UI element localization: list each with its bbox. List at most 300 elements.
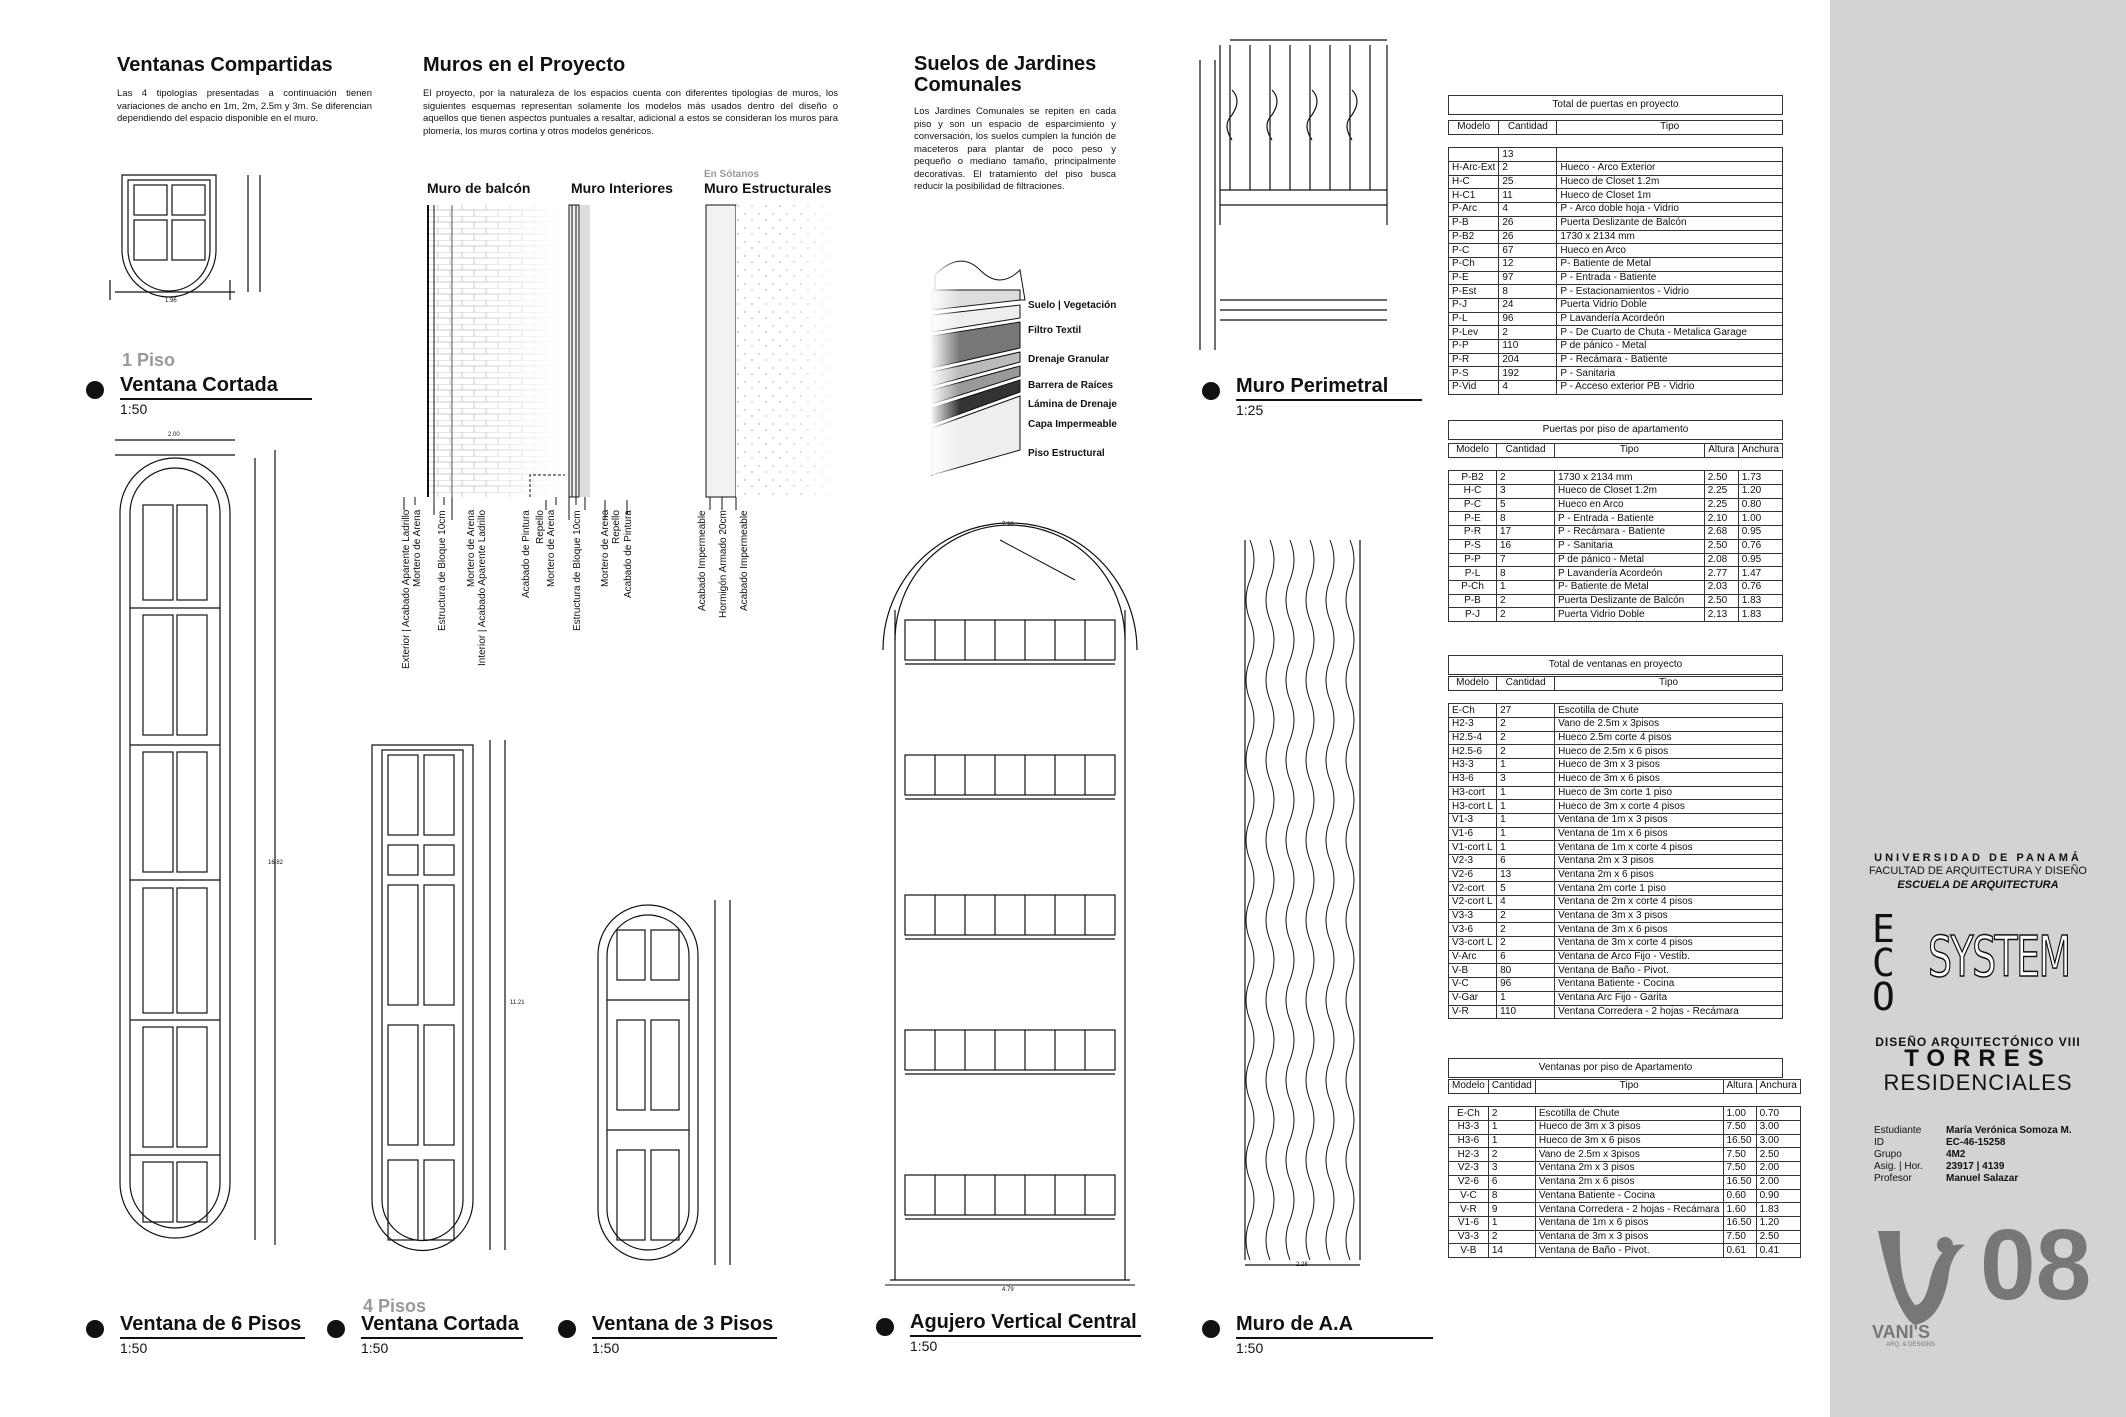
brand-sub: ARQ. & DESIGNS: [1886, 1342, 1936, 1348]
wall-label: Mortero de Arena: [466, 510, 477, 588]
table-cell: Ventana Corredera - 2 hojas - Recámara: [1535, 1203, 1723, 1217]
wall-label: Repello: [535, 510, 546, 544]
table-cell: P-B2: [1449, 471, 1497, 485]
table-cell: H-C1: [1449, 189, 1499, 203]
project-title-1: TORRES: [1904, 1045, 2052, 1072]
table-cell: P-S: [1449, 539, 1497, 553]
bullet-icon: [876, 1318, 894, 1336]
table-spacer-row: [1449, 134, 1783, 148]
table-cell: V-B: [1449, 1244, 1489, 1258]
table-cell: V2-6: [1449, 868, 1497, 882]
table-cell: Escotilla de Chute: [1535, 1107, 1723, 1121]
table-cell: 96: [1497, 978, 1555, 992]
drawing-scale: 1:50: [120, 1340, 148, 1356]
table-row: [1449, 216, 1783, 230]
table-cell: H3-cort L: [1449, 800, 1497, 814]
section-title-suelos: Suelos de Jardines Comunales: [914, 53, 1097, 96]
table-cell: 1: [1488, 1134, 1535, 1148]
info-label: Estudiante: [1874, 1125, 1922, 1136]
table-cell: H3-3: [1449, 1121, 1489, 1135]
dimension-label: 1.96: [165, 298, 177, 304]
table-cell: Hueco - Arco Exterior: [1557, 162, 1783, 176]
table-cell: V-C: [1449, 978, 1497, 992]
wall-label: Exterior | Acabado Aparente Ladrillo: [401, 510, 412, 670]
university-name: UNIVERSIDAD DE PANAMÁ: [1874, 852, 2082, 864]
info-row: [1874, 1173, 2072, 1185]
table-row: [1449, 594, 1783, 608]
table-spacer-row: [1449, 690, 1783, 704]
table-cell: 2: [1497, 731, 1555, 745]
table-cell: P - Recámara - Batiente: [1555, 526, 1705, 540]
table-cell: Ventana 2m x 6 pisos: [1535, 1175, 1723, 1189]
table-row: [1449, 1005, 1783, 1019]
info-label: ID: [1874, 1137, 1884, 1148]
soil-layer-label: Filtro Textil: [1028, 325, 1082, 336]
table-cell: 12: [1499, 257, 1557, 271]
drawing-prefix: 4 Pisos: [363, 1296, 427, 1316]
bullet-icon: [1202, 1320, 1220, 1338]
table-row: [1449, 786, 1783, 800]
table-cell: V-Arc: [1449, 950, 1497, 964]
table-cell: Ventana 2m x 6 pisos: [1555, 868, 1783, 882]
info-value: María Verónica Somoza M.: [1946, 1125, 2072, 1136]
dimension-label: 2.00: [168, 432, 180, 438]
table-puertas-total: [1448, 120, 1783, 395]
wall-label: Mortero de Arena: [600, 510, 611, 588]
table-cell: 9: [1488, 1203, 1535, 1217]
info-value: 4M2: [1946, 1149, 1966, 1160]
table-cell: Hueco de 3m x 3 pisos: [1535, 1121, 1723, 1135]
table-cell: Hueco de 3m corte 1 piso: [1555, 786, 1783, 800]
table-row: [1449, 162, 1783, 176]
wall-label: Acabado de Pintura: [521, 510, 532, 598]
table-cell: 16: [1497, 539, 1555, 553]
table-cell: P Lavandería Acordeón: [1557, 312, 1783, 326]
table-cell: 4: [1499, 203, 1557, 217]
table-row: [1449, 937, 1783, 951]
table-cell: 3: [1497, 772, 1555, 786]
table-row: [1449, 271, 1783, 285]
table-cell: 2: [1497, 909, 1555, 923]
bullet-icon: [327, 1320, 345, 1338]
table-cell: 2: [1497, 937, 1555, 951]
table-cell: 1: [1497, 800, 1555, 814]
table-cell: P de pánico - Metal: [1557, 340, 1783, 354]
table-cell: P-Vid: [1449, 381, 1499, 395]
table-cell: P-Arc: [1449, 203, 1499, 217]
table-caption: Total de puertas en proyecto: [1448, 95, 1783, 115]
section-title-muros: Muros en el Proyecto: [423, 54, 626, 76]
table-cell: 0.80: [1738, 498, 1782, 512]
table-cell: 204: [1499, 353, 1557, 367]
table-cell: P-B: [1449, 594, 1497, 608]
table-cell: 2.25: [1704, 485, 1738, 499]
table-ventanas-total: [1448, 676, 1783, 1019]
table-cell: V3-3: [1449, 1230, 1489, 1244]
table-cell: P - Entrada - Batiente: [1557, 271, 1783, 285]
table-header-row: Modelo Cantidad Tipo Altura Anchura: [1449, 444, 1783, 458]
table-row: [1449, 203, 1783, 217]
drawing-title-tres: [558, 1311, 777, 1357]
bullet-icon: [86, 1320, 104, 1338]
bullet-icon: [86, 381, 104, 399]
info-label: Grupo: [1874, 1149, 1902, 1160]
drawing-scale: 1:50: [361, 1340, 389, 1356]
table-row: [1449, 1134, 1801, 1148]
drawing-name: Agujero Vertical Central: [910, 1309, 1141, 1337]
soil-layer-label: Suelo | Vegetación: [1028, 300, 1117, 311]
table-cell: P-E: [1449, 271, 1499, 285]
table-cell: Ventana de 1m x 6 pisos: [1535, 1216, 1723, 1230]
table-cell: 26: [1499, 230, 1557, 244]
table-cell: 2: [1488, 1148, 1535, 1162]
table-cell: 2.50: [1756, 1148, 1800, 1162]
table-cell: 1730 x 2134 mm: [1557, 230, 1783, 244]
info-value: 23917 | 4139: [1946, 1161, 2005, 1172]
table-row: [1449, 1203, 1801, 1217]
table-cell: 1: [1497, 841, 1555, 855]
table-cell: 0.41: [1756, 1244, 1800, 1258]
table-cell: P - Recámara - Batiente: [1557, 353, 1783, 367]
drawing-prefix: 1 Piso: [122, 350, 176, 370]
faculty-name: FACULTAD DE ARQUITECTURA Y DISEÑO: [1868, 865, 2087, 877]
table-cell: P-B: [1449, 216, 1499, 230]
project-title-2: RESIDENCIALES: [1883, 1070, 2073, 1095]
drawing-scale: 1:50: [1236, 1340, 1264, 1356]
table-cell: H-Arc-Ext: [1449, 162, 1499, 176]
table-cell: 2: [1497, 594, 1555, 608]
soil-layer-label: Barrera de Raíces: [1028, 380, 1114, 391]
soil-layer-label: Piso Estructural: [1028, 448, 1105, 459]
table-row: [1449, 718, 1783, 732]
table-cell: 1.20: [1756, 1216, 1800, 1230]
table-cell: 6: [1497, 950, 1555, 964]
table-cell: 2.00: [1756, 1162, 1800, 1176]
table-row: [1449, 1107, 1801, 1121]
drawing-scale: 1:50: [592, 1340, 620, 1356]
table-cell: 2: [1497, 471, 1555, 485]
drawing-title-perimetral: [1202, 373, 1422, 419]
table-cell: Hueco de 3m x 3 pisos: [1555, 759, 1783, 773]
table-cell: Ventana de 1m x 6 pisos: [1555, 827, 1783, 841]
table-cell: V1-cort L: [1449, 841, 1497, 855]
table-cell: P Lavandería Acordeón: [1555, 567, 1705, 581]
table-cell: Ventana 2m x 3 pisos: [1555, 854, 1783, 868]
table-cell: Ventana 2m corte 1 piso: [1555, 882, 1783, 896]
table-cell: 1: [1497, 827, 1555, 841]
table-cell: 1: [1488, 1216, 1535, 1230]
dimension-label: 16.82: [268, 860, 284, 866]
table-row: [1449, 854, 1783, 868]
table-cell: 2.00: [1756, 1175, 1800, 1189]
table-cell: P-P: [1449, 340, 1499, 354]
dimension-label: 4.79: [1002, 1287, 1014, 1293]
table-cell: H2.5-4: [1449, 731, 1497, 745]
table-row: [1449, 580, 1783, 594]
table-cell: 3: [1497, 485, 1555, 499]
table-cell: P-B2: [1449, 230, 1499, 244]
table-cell: 1: [1497, 991, 1555, 1005]
table-cell: 1.47: [1738, 567, 1782, 581]
table-row: [1449, 1216, 1801, 1230]
wall-label: Estructura de Bloque 10cm: [572, 510, 583, 631]
table-cell: P - Sanitaria: [1557, 367, 1783, 381]
table-row: [1449, 189, 1783, 203]
table-spacer-row: [1449, 1093, 1801, 1107]
table-puertas-piso: [1448, 443, 1783, 622]
drawing-name: Ventana de 3 Pisos: [592, 1311, 777, 1339]
drawing-scale: 1:25: [1236, 402, 1264, 418]
table-cell: 6: [1497, 854, 1555, 868]
table-cell: P-E: [1449, 512, 1497, 526]
table-header-row: Modelo Cantidad Tipo: [1449, 121, 1783, 135]
table-cell: P-S: [1449, 367, 1499, 381]
table-cell: 24: [1499, 298, 1557, 312]
table-cell: 192: [1499, 367, 1557, 381]
table-cell: 17: [1497, 526, 1555, 540]
table-cell: Ventana de 2m x corte 4 pisos: [1555, 896, 1783, 910]
table-cell: V2-cort L: [1449, 896, 1497, 910]
drawing-name: Ventana de 6 Pisos: [120, 1311, 305, 1339]
table-cell: 11: [1499, 189, 1557, 203]
info-row: [1874, 1137, 2072, 1149]
table-cell: 110: [1497, 1005, 1555, 1019]
table-cell: 27: [1497, 704, 1555, 718]
wall-label: Acabado de Pintura: [623, 510, 634, 598]
table-cell: 2: [1499, 162, 1557, 176]
table-cell: 1: [1497, 759, 1555, 773]
table-row: [1449, 950, 1783, 964]
table-cell: 3: [1488, 1162, 1535, 1176]
table-cell: 7.50: [1723, 1162, 1756, 1176]
table-cell: Hueco en Arco: [1557, 244, 1783, 258]
table-cell: Ventana de Baño - Pivot.: [1555, 964, 1783, 978]
table-cell: P-J: [1449, 298, 1499, 312]
table-cell: 0.60: [1723, 1189, 1756, 1203]
table-cell: 1: [1497, 580, 1555, 594]
table-cell: 2.03: [1704, 580, 1738, 594]
table-row: [1449, 772, 1783, 786]
table-cell: Ventana de 3m x 6 pisos: [1555, 923, 1783, 937]
dimension-label: 7.36: [1002, 522, 1014, 528]
info-row: [1874, 1149, 2072, 1161]
drawing-scale: 1:50: [120, 401, 148, 417]
table-cell: 2.50: [1704, 594, 1738, 608]
drawing-title-agujero: [876, 1309, 1141, 1355]
table-cell: 1.00: [1723, 1107, 1756, 1121]
table-cell: 1.00: [1738, 512, 1782, 526]
table-cell: H-C: [1449, 175, 1499, 189]
table-header-row: Modelo Cantidad Tipo: [1449, 677, 1783, 691]
table-row: [1449, 498, 1783, 512]
table-cell: Puerta Vidrio Doble: [1555, 608, 1705, 622]
table-row: [1449, 813, 1783, 827]
table-row: [1449, 257, 1783, 271]
table-total-row: 13: [1449, 148, 1783, 162]
table-row: [1449, 800, 1783, 814]
table-cell: 1730 x 2134 mm: [1555, 471, 1705, 485]
table-cell: 0.76: [1738, 580, 1782, 594]
table-row: [1449, 841, 1783, 855]
wall-label: Repello: [611, 510, 622, 544]
table-cell: 0.61: [1723, 1244, 1756, 1258]
table-row: [1449, 759, 1783, 773]
table-cell: 13: [1497, 868, 1555, 882]
table-cell: 7.50: [1723, 1121, 1756, 1135]
table-cell: V3-cort L: [1449, 937, 1497, 951]
table-cell: Ventana de 3m x 3 pisos: [1535, 1230, 1723, 1244]
table-cell: P-Ch: [1449, 580, 1497, 594]
table-cell: 8: [1488, 1189, 1535, 1203]
table-cell: Vano de 2.5m x 3pisos: [1535, 1148, 1723, 1162]
soil-layer-label: Capa Impermeable: [1028, 419, 1117, 430]
table-cell: P - Entrada - Batiente: [1555, 512, 1705, 526]
table-cell: 2: [1499, 326, 1557, 340]
table-cell: 67: [1499, 244, 1557, 258]
info-value: Manuel Salazar: [1946, 1173, 2019, 1184]
table-cell: H3-6: [1449, 1134, 1489, 1148]
section-text-muros: El proyecto, por la naturaleza de los espacios cuenta con diferentes tipologías de muros, los siguientes esquemas representan solamente los modelos más usados dentro del diseño o aquellos que tienen aspectos puntuales a resaltar, adicional a estos se consideran los muros para plomería, los muros cortina y otros modelos genéricos.: [423, 88, 838, 137]
table-cell: P de pánico - Metal: [1555, 553, 1705, 567]
table-row: [1449, 923, 1783, 937]
table-cell: 26: [1499, 216, 1557, 230]
title-block-sidebar: [1830, 0, 2126, 1417]
table-cell: Ventana Arc Fijo - Garita: [1555, 991, 1783, 1005]
table-cell: V-R: [1449, 1005, 1497, 1019]
table-cell: 4: [1499, 381, 1557, 395]
table-row: [1449, 340, 1783, 354]
school-name: ESCUELA DE ARQUITECTURA: [1897, 879, 2059, 891]
table-cell: P- Batiente de Metal: [1555, 580, 1705, 594]
table-row: [1449, 745, 1783, 759]
table-cell: P-Ch: [1449, 257, 1499, 271]
table-cell: 2: [1497, 923, 1555, 937]
info-label: Asig. | Hor.: [1874, 1161, 1923, 1172]
table-cell: 2.13: [1704, 608, 1738, 622]
dimension-label: 11.21: [510, 1000, 525, 1006]
table-cell: P-L: [1449, 567, 1497, 581]
table-row: [1449, 230, 1783, 244]
dimension-label: 2.28: [1296, 1262, 1308, 1268]
table-cell: Hueco de Closet 1.2m: [1557, 175, 1783, 189]
wall-label: Acabado Impermeable: [739, 510, 750, 611]
table-spacer-row: [1449, 457, 1783, 471]
table-cell: 14: [1488, 1244, 1535, 1258]
table-cell: 3.00: [1756, 1134, 1800, 1148]
table-cell: P-C: [1449, 498, 1497, 512]
table-cell: 1.83: [1756, 1203, 1800, 1217]
table-cell: V2-3: [1449, 854, 1497, 868]
table-row: [1449, 608, 1783, 622]
table-cell: 1: [1488, 1121, 1535, 1135]
table-row: [1449, 567, 1783, 581]
table-cell: V2-3: [1449, 1162, 1489, 1176]
table-cell: H-C: [1449, 485, 1497, 499]
table-row: [1449, 1162, 1801, 1176]
table-cell: 4: [1497, 896, 1555, 910]
drawing-title-cortada1: [86, 372, 312, 418]
table-cell: 7.50: [1723, 1230, 1756, 1244]
table-cell: E-Ch: [1449, 1107, 1489, 1121]
table-row: [1449, 896, 1783, 910]
table-cell: Puerta Vidrio Doble: [1557, 298, 1783, 312]
table-cell: 80: [1497, 964, 1555, 978]
table-row: [1449, 553, 1783, 567]
soil-layer-label: Lámina de Drenaje: [1028, 399, 1117, 410]
table-cell: Hueco en Arco: [1555, 498, 1705, 512]
wall-type-interiores: Muro Interiores: [571, 180, 673, 196]
table-cell: 16.50: [1723, 1175, 1756, 1189]
table-cell: Hueco de 3m x 6 pisos: [1555, 772, 1783, 786]
wall-label: Mortero de Arena: [412, 510, 423, 588]
table-cell: 5: [1497, 882, 1555, 896]
student-info: [1874, 1125, 2072, 1185]
table-row: [1449, 539, 1783, 553]
wall-type-note: En Sótanos: [704, 169, 760, 180]
table-cell: Ventana de 1m x corte 4 pisos: [1555, 841, 1783, 855]
table-cell: H2-3: [1449, 718, 1497, 732]
bullet-icon: [558, 1320, 576, 1338]
table-cell: Hueco de 3m x 6 pisos: [1535, 1134, 1723, 1148]
table-cell: 0.90: [1756, 1189, 1800, 1203]
table-cell: Ventana de Arco Fijo - Vestíb.: [1555, 950, 1783, 964]
table-row: [1449, 367, 1783, 381]
table-cell: 0.95: [1738, 526, 1782, 540]
table-cell: Vano de 2.5m x 3pisos: [1555, 718, 1783, 732]
brand-name: VANI'S: [1872, 1322, 1930, 1342]
table-cell: H3-cort: [1449, 786, 1497, 800]
table-cell: V-C: [1449, 1189, 1489, 1203]
bullet-icon: [1202, 382, 1220, 400]
table-cell: 110: [1499, 340, 1557, 354]
table-cell: E-Ch: [1449, 704, 1497, 718]
table-cell: 2.50: [1704, 539, 1738, 553]
table-cell: Ventana Batiente - Cocina: [1555, 978, 1783, 992]
drawing-name: Ventana Cortada: [361, 1311, 523, 1339]
table-cell: 2.50: [1756, 1230, 1800, 1244]
table-cell: V-Gar: [1449, 991, 1497, 1005]
table-cell: 7.50: [1723, 1148, 1756, 1162]
table-cell: 1.60: [1723, 1203, 1756, 1217]
table-cell: 2.50: [1704, 471, 1738, 485]
table-cell: 8: [1499, 285, 1557, 299]
logo-eco: ECO: [1872, 907, 1895, 1019]
table-cell: 8: [1497, 512, 1555, 526]
table-cell: 2.25: [1704, 498, 1738, 512]
drawing-scale: 1:50: [910, 1338, 938, 1354]
table-cell: 97: [1499, 271, 1557, 285]
sheet-number: 08: [1980, 1209, 2092, 1321]
table-row: [1449, 175, 1783, 189]
wall-label: Interior | Acabado Aparente Ladrillo: [477, 510, 488, 667]
table-row: [1449, 526, 1783, 540]
info-value: EC-46-15258: [1946, 1137, 2006, 1148]
table-cell: Puerta Deslizante de Balcón: [1557, 216, 1783, 230]
table-row: [1449, 485, 1783, 499]
section-text-ventanas: Las 4 tipologías presentadas a continuación tienen variaciones de ancho en 1m, 2m, 2.5m y 3m. Se diferencian dependiendo del espacio disponible en el muro.: [117, 88, 372, 124]
table-cell: H2-3: [1449, 1148, 1489, 1162]
table-row: [1449, 1230, 1801, 1244]
table-cell: 3.00: [1756, 1121, 1800, 1135]
table-cell: P - De Cuarto de Chuta - Metalica Garage: [1557, 326, 1783, 340]
table-cell: 1.20: [1738, 485, 1782, 499]
table-row: [1449, 882, 1783, 896]
table-row: [1449, 731, 1783, 745]
table-cell: P-R: [1449, 353, 1499, 367]
course-name: DISEÑO ARQUITECTÓNICO VIII: [1875, 1035, 2081, 1049]
table-row: [1449, 244, 1783, 258]
table-cell: 96: [1499, 312, 1557, 326]
